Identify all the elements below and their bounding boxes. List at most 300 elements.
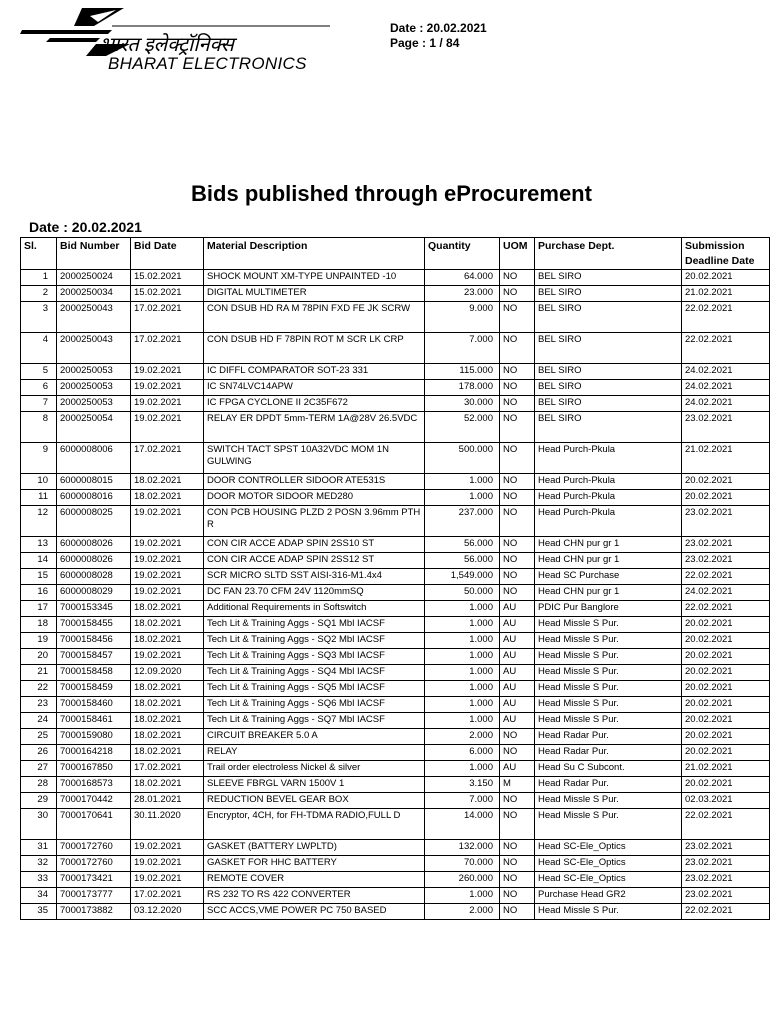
cell-bid-number: 2000250043 xyxy=(57,302,131,333)
cell-description: DOOR MOTOR SIDOOR MED280 xyxy=(204,490,425,506)
cell-bid-number: 6000008015 xyxy=(57,474,131,490)
cell-purchase-dept: BEL SIRO xyxy=(535,270,682,286)
table-row xyxy=(21,537,770,553)
cell-bid-number: 7000173777 xyxy=(57,888,131,904)
cell-bid-number: 7000164218 xyxy=(57,745,131,761)
cell-description: IC FPGA CYCLONE II 2C35F672 xyxy=(204,396,425,412)
cell-bid-number: 7000159080 xyxy=(57,729,131,745)
cell-purchase-dept: BEL SIRO xyxy=(535,333,682,364)
cell-uom: NO xyxy=(500,745,535,761)
cell-quantity: 132.000 xyxy=(425,840,500,856)
cell-purchase-dept: Head Missle S Pur. xyxy=(535,809,682,840)
cell-description: CON CIR ACCE ADAP SPIN 2SS12 ST xyxy=(204,553,425,569)
cell-purchase-dept: BEL SIRO xyxy=(535,364,682,380)
cell-description: GASKET FOR HHC BATTERY xyxy=(204,856,425,872)
cell-quantity: 14.000 xyxy=(425,809,500,840)
cell-bid-date: 19.02.2021 xyxy=(131,569,204,585)
header-meta xyxy=(390,21,487,51)
cell-uom: NO xyxy=(500,286,535,302)
cell-uom: NO xyxy=(500,569,535,585)
cell-purchase-dept: PDIC Pur Banglore xyxy=(535,601,682,617)
cell-purchase-dept: Head SC-Ele_Optics xyxy=(535,840,682,856)
table-row xyxy=(21,617,770,633)
cell-bid-number: 7000170442 xyxy=(57,793,131,809)
cell-sl: 30 xyxy=(21,809,57,840)
cell-bid-number: 2000250053 xyxy=(57,364,131,380)
cell-sl: 17 xyxy=(21,601,57,617)
cell-purchase-dept: Head Missle S Pur. xyxy=(535,633,682,649)
cell-bid-number: 7000158457 xyxy=(57,649,131,665)
cell-quantity: 64.000 xyxy=(425,270,500,286)
cell-deadline: 22.02.2021 xyxy=(682,601,770,617)
cell-uom: NO xyxy=(500,585,535,601)
cell-quantity: 500.000 xyxy=(425,443,500,474)
table-row xyxy=(21,396,770,412)
col-header: Submission Deadline Date xyxy=(682,238,770,270)
cell-quantity: 1.000 xyxy=(425,665,500,681)
cell-sl: 33 xyxy=(21,872,57,888)
cell-quantity: 237.000 xyxy=(425,506,500,537)
cell-bid-date: 18.02.2021 xyxy=(131,490,204,506)
cell-quantity: 52.000 xyxy=(425,412,500,443)
table-row xyxy=(21,745,770,761)
table-row xyxy=(21,380,770,396)
cell-description: Tech Lit & Training Aggs - SQ5 Mbl IACSF xyxy=(204,681,425,697)
cell-bid-date: 19.02.2021 xyxy=(131,537,204,553)
table-row xyxy=(21,474,770,490)
table-row xyxy=(21,649,770,665)
col-header: Purchase Dept. xyxy=(535,238,682,270)
cell-bid-number: 6000008029 xyxy=(57,585,131,601)
cell-quantity: 1.000 xyxy=(425,681,500,697)
cell-sl: 9 xyxy=(21,443,57,474)
cell-quantity: 115.000 xyxy=(425,364,500,380)
cell-sl: 35 xyxy=(21,904,57,920)
table-row xyxy=(21,601,770,617)
cell-bid-date: 28.01.2021 xyxy=(131,793,204,809)
cell-uom: AU xyxy=(500,633,535,649)
cell-purchase-dept: Head Missle S Pur. xyxy=(535,697,682,713)
table-row xyxy=(21,302,770,333)
cell-description: Tech Lit & Training Aggs - SQ4 Mbl IACSF xyxy=(204,665,425,681)
cell-sl: 22 xyxy=(21,681,57,697)
cell-purchase-dept: Head Missle S Pur. xyxy=(535,904,682,920)
cell-description: IC SN74LVC14APW xyxy=(204,380,425,396)
cell-quantity: 260.000 xyxy=(425,872,500,888)
cell-deadline: 20.02.2021 xyxy=(682,649,770,665)
cell-bid-number: 7000172760 xyxy=(57,856,131,872)
cell-uom: NO xyxy=(500,553,535,569)
cell-deadline: 22.02.2021 xyxy=(682,569,770,585)
cell-deadline: 24.02.2021 xyxy=(682,585,770,601)
cell-purchase-dept: Head Purch-Pkula xyxy=(535,490,682,506)
cell-deadline: 20.02.2021 xyxy=(682,713,770,729)
cell-bid-date: 18.02.2021 xyxy=(131,745,204,761)
cell-deadline: 22.02.2021 xyxy=(682,302,770,333)
col-header: Material Description xyxy=(204,238,425,270)
cell-bid-number: 2000250053 xyxy=(57,396,131,412)
cell-deadline: 20.02.2021 xyxy=(682,633,770,649)
cell-quantity: 9.000 xyxy=(425,302,500,333)
cell-sl: 13 xyxy=(21,537,57,553)
cell-sl: 26 xyxy=(21,745,57,761)
cell-quantity: 56.000 xyxy=(425,553,500,569)
cell-purchase-dept: Head Radar Pur. xyxy=(535,777,682,793)
cell-description: SCC ACCS,VME POWER PC 750 BASED xyxy=(204,904,425,920)
col-header: UOM xyxy=(500,238,535,270)
cell-purchase-dept: BEL SIRO xyxy=(535,412,682,443)
cell-uom: NO xyxy=(500,333,535,364)
cell-bid-date: 30.11.2020 xyxy=(131,809,204,840)
cell-sl: 27 xyxy=(21,761,57,777)
cell-quantity: 1.000 xyxy=(425,649,500,665)
cell-description: SLEEVE FBRGL VARN 1500V 1 xyxy=(204,777,425,793)
table-row xyxy=(21,665,770,681)
cell-uom: AU xyxy=(500,761,535,777)
table-row xyxy=(21,697,770,713)
cell-sl: 1 xyxy=(21,270,57,286)
company-logo xyxy=(20,4,340,74)
cell-quantity: 56.000 xyxy=(425,537,500,553)
cell-deadline: 23.02.2021 xyxy=(682,537,770,553)
table-row xyxy=(21,888,770,904)
cell-description: CON DSUB HD RA M 78PIN FXD FE JK SCRW xyxy=(204,302,425,333)
cell-deadline: 23.02.2021 xyxy=(682,506,770,537)
cell-description: DC FAN 23.70 CFM 24V 1120mmSQ xyxy=(204,585,425,601)
cell-deadline: 23.02.2021 xyxy=(682,412,770,443)
table-row xyxy=(21,856,770,872)
cell-bid-number: 7000158456 xyxy=(57,633,131,649)
cell-purchase-dept: BEL SIRO xyxy=(535,302,682,333)
cell-purchase-dept: Head CHN pur gr 1 xyxy=(535,553,682,569)
cell-quantity: 1.000 xyxy=(425,617,500,633)
cell-deadline: 21.02.2021 xyxy=(682,761,770,777)
cell-deadline: 21.02.2021 xyxy=(682,286,770,302)
cell-description: SWITCH TACT SPST 10A32VDC MOM 1N GULWING xyxy=(204,443,425,474)
cell-bid-date: 17.02.2021 xyxy=(131,302,204,333)
cell-uom: NO xyxy=(500,872,535,888)
cell-quantity: 6.000 xyxy=(425,745,500,761)
cell-quantity: 178.000 xyxy=(425,380,500,396)
cell-sl: 3 xyxy=(21,302,57,333)
cell-purchase-dept: Head Su C Subcont. xyxy=(535,761,682,777)
cell-quantity: 1.000 xyxy=(425,888,500,904)
cell-uom: NO xyxy=(500,793,535,809)
cell-uom: M xyxy=(500,777,535,793)
cell-sl: 23 xyxy=(21,697,57,713)
table-row xyxy=(21,364,770,380)
cell-sl: 10 xyxy=(21,474,57,490)
table-row xyxy=(21,713,770,729)
cell-bid-number: 7000167850 xyxy=(57,761,131,777)
cell-bid-date: 03.12.2020 xyxy=(131,904,204,920)
cell-bid-number: 6000008026 xyxy=(57,537,131,553)
cell-bid-date: 19.02.2021 xyxy=(131,856,204,872)
cell-description: SHOCK MOUNT XM-TYPE UNPAINTED -10 xyxy=(204,270,425,286)
cell-quantity: 1.000 xyxy=(425,713,500,729)
cell-deadline: 20.02.2021 xyxy=(682,745,770,761)
cell-deadline: 23.02.2021 xyxy=(682,872,770,888)
cell-deadline: 22.02.2021 xyxy=(682,809,770,840)
cell-sl: 31 xyxy=(21,840,57,856)
cell-deadline: 22.02.2021 xyxy=(682,904,770,920)
cell-purchase-dept: Head Missle S Pur. xyxy=(535,617,682,633)
cell-deadline: 20.02.2021 xyxy=(682,490,770,506)
cell-quantity: 2.000 xyxy=(425,904,500,920)
cell-bid-date: 19.02.2021 xyxy=(131,649,204,665)
cell-uom: NO xyxy=(500,380,535,396)
cell-sl: 15 xyxy=(21,569,57,585)
cell-purchase-dept: Head Missle S Pur. xyxy=(535,681,682,697)
cell-description: SCR MICRO SLTD SST AISI-316-M1.4x4 xyxy=(204,569,425,585)
cell-description: REMOTE COVER xyxy=(204,872,425,888)
cell-quantity: 3.150 xyxy=(425,777,500,793)
cell-purchase-dept: Head SC-Ele_Optics xyxy=(535,856,682,872)
table-row xyxy=(21,809,770,840)
cell-deadline: 20.02.2021 xyxy=(682,665,770,681)
cell-deadline: 20.02.2021 xyxy=(682,681,770,697)
cell-description: REDUCTION BEVEL GEAR BOX xyxy=(204,793,425,809)
cell-deadline: 24.02.2021 xyxy=(682,364,770,380)
cell-sl: 19 xyxy=(21,633,57,649)
cell-quantity: 2.000 xyxy=(425,729,500,745)
cell-sl: 6 xyxy=(21,380,57,396)
cell-quantity: 1.000 xyxy=(425,490,500,506)
cell-description: DOOR CONTROLLER SIDOOR ATE531S xyxy=(204,474,425,490)
cell-purchase-dept: Head Missle S Pur. xyxy=(535,713,682,729)
cell-sl: 28 xyxy=(21,777,57,793)
cell-quantity: 1.000 xyxy=(425,633,500,649)
cell-sl: 20 xyxy=(21,649,57,665)
cell-bid-date: 19.02.2021 xyxy=(131,585,204,601)
cell-purchase-dept: Head SC Purchase xyxy=(535,569,682,585)
cell-bid-date: 19.02.2021 xyxy=(131,553,204,569)
cell-deadline: 20.02.2021 xyxy=(682,270,770,286)
cell-uom: NO xyxy=(500,474,535,490)
table-row xyxy=(21,412,770,443)
cell-deadline: 20.02.2021 xyxy=(682,474,770,490)
cell-bid-date: 19.02.2021 xyxy=(131,380,204,396)
cell-bid-date: 18.02.2021 xyxy=(131,777,204,793)
cell-description: CON DSUB HD F 78PIN ROT M SCR LK CRP xyxy=(204,333,425,364)
table-row xyxy=(21,840,770,856)
cell-description: Tech Lit & Training Aggs - SQ6 Mbl IACSF xyxy=(204,697,425,713)
report-date: Date : 20.02.2021 xyxy=(29,219,142,235)
cell-bid-date: 15.02.2021 xyxy=(131,286,204,302)
cell-bid-number: 7000173882 xyxy=(57,904,131,920)
cell-sl: 24 xyxy=(21,713,57,729)
cell-description: Encryptor, 4CH, for FH-TDMA RADIO,FULL D xyxy=(204,809,425,840)
cell-purchase-dept: Head Radar Pur. xyxy=(535,729,682,745)
cell-description: Additional Requirements in Softswitch xyxy=(204,601,425,617)
cell-quantity: 1.000 xyxy=(425,697,500,713)
cell-bid-number: 2000250043 xyxy=(57,333,131,364)
cell-description: Tech Lit & Training Aggs - SQ2 Mbl IACSF xyxy=(204,633,425,649)
table-row xyxy=(21,761,770,777)
cell-bid-number: 6000008025 xyxy=(57,506,131,537)
cell-bid-date: 18.02.2021 xyxy=(131,474,204,490)
cell-purchase-dept: Head Radar Pur. xyxy=(535,745,682,761)
cell-uom: NO xyxy=(500,904,535,920)
bids-table xyxy=(20,237,770,920)
cell-bid-number: 6000008016 xyxy=(57,490,131,506)
cell-quantity: 1,549.000 xyxy=(425,569,500,585)
cell-bid-number: 7000173421 xyxy=(57,872,131,888)
cell-bid-number: 7000168573 xyxy=(57,777,131,793)
cell-bid-date: 19.02.2021 xyxy=(131,364,204,380)
cell-bid-number: 7000153345 xyxy=(57,601,131,617)
cell-uom: AU xyxy=(500,617,535,633)
cell-bid-date: 17.02.2021 xyxy=(131,761,204,777)
cell-uom: AU xyxy=(500,649,535,665)
cell-quantity: 30.000 xyxy=(425,396,500,412)
cell-bid-date: 19.02.2021 xyxy=(131,396,204,412)
cell-quantity: 1.000 xyxy=(425,601,500,617)
cell-uom: AU xyxy=(500,665,535,681)
cell-uom: NO xyxy=(500,490,535,506)
table-row xyxy=(21,729,770,745)
table-row xyxy=(21,793,770,809)
cell-sl: 29 xyxy=(21,793,57,809)
cell-bid-number: 7000158455 xyxy=(57,617,131,633)
cell-uom: NO xyxy=(500,302,535,333)
cell-uom: NO xyxy=(500,537,535,553)
cell-deadline: 24.02.2021 xyxy=(682,380,770,396)
cell-sl: 12 xyxy=(21,506,57,537)
table-header-row xyxy=(21,238,770,270)
table-row xyxy=(21,777,770,793)
cell-purchase-dept: Head CHN pur gr 1 xyxy=(535,585,682,601)
cell-bid-number: 7000158460 xyxy=(57,697,131,713)
cell-bid-number: 2000250024 xyxy=(57,270,131,286)
cell-deadline: 24.02.2021 xyxy=(682,396,770,412)
cell-bid-number: 7000158461 xyxy=(57,713,131,729)
cell-purchase-dept: Head Missle S Pur. xyxy=(535,665,682,681)
cell-quantity: 7.000 xyxy=(425,793,500,809)
cell-sl: 18 xyxy=(21,617,57,633)
cell-description: DIGITAL MULTIMETER xyxy=(204,286,425,302)
cell-bid-date: 18.02.2021 xyxy=(131,681,204,697)
cell-sl: 11 xyxy=(21,490,57,506)
col-header: Quantity xyxy=(425,238,500,270)
cell-description: CON PCB HOUSING PLZD 2 POSN 3.96mm PTH R xyxy=(204,506,425,537)
cell-description: IC DIFFL COMPARATOR SOT-23 331 xyxy=(204,364,425,380)
header-date: Date : 20.02.2021 xyxy=(390,21,487,35)
cell-sl: 4 xyxy=(21,333,57,364)
cell-bid-date: 17.02.2021 xyxy=(131,888,204,904)
cell-purchase-dept: Head SC-Ele_Optics xyxy=(535,872,682,888)
table-row xyxy=(21,443,770,474)
cell-purchase-dept: BEL SIRO xyxy=(535,380,682,396)
cell-deadline: 20.02.2021 xyxy=(682,697,770,713)
cell-uom: NO xyxy=(500,412,535,443)
cell-description: Trail order electroless Nickel & silver xyxy=(204,761,425,777)
logo-english-text: BHARAT ELECTRONICS xyxy=(108,54,307,73)
cell-purchase-dept: Head Missle S Pur. xyxy=(535,793,682,809)
cell-sl: 25 xyxy=(21,729,57,745)
cell-bid-date: 17.02.2021 xyxy=(131,443,204,474)
cell-sl: 34 xyxy=(21,888,57,904)
cell-bid-date: 19.02.2021 xyxy=(131,412,204,443)
table-row xyxy=(21,585,770,601)
cell-uom: AU xyxy=(500,681,535,697)
cell-deadline: 22.02.2021 xyxy=(682,333,770,364)
cell-bid-date: 18.02.2021 xyxy=(131,601,204,617)
col-header: Sl. xyxy=(21,238,57,270)
cell-purchase-dept: BEL SIRO xyxy=(535,396,682,412)
cell-bid-date: 19.02.2021 xyxy=(131,840,204,856)
cell-bid-number: 2000250054 xyxy=(57,412,131,443)
cell-description: RELAY xyxy=(204,745,425,761)
cell-sl: 7 xyxy=(21,396,57,412)
cell-bid-number: 6000008026 xyxy=(57,553,131,569)
cell-sl: 21 xyxy=(21,665,57,681)
cell-quantity: 50.000 xyxy=(425,585,500,601)
cell-bid-number: 7000172760 xyxy=(57,840,131,856)
cell-bid-date: 18.02.2021 xyxy=(131,617,204,633)
table-row xyxy=(21,286,770,302)
cell-bid-date: 18.02.2021 xyxy=(131,713,204,729)
cell-purchase-dept: Head Purch-Pkula xyxy=(535,506,682,537)
cell-bid-date: 18.02.2021 xyxy=(131,697,204,713)
table-row xyxy=(21,569,770,585)
cell-purchase-dept: BEL SIRO xyxy=(535,286,682,302)
cell-bid-date: 12.09.2020 xyxy=(131,665,204,681)
cell-quantity: 1.000 xyxy=(425,474,500,490)
cell-bid-number: 7000158458 xyxy=(57,665,131,681)
cell-quantity: 7.000 xyxy=(425,333,500,364)
cell-deadline: 20.02.2021 xyxy=(682,729,770,745)
table-row xyxy=(21,553,770,569)
cell-uom: AU xyxy=(500,697,535,713)
cell-sl: 8 xyxy=(21,412,57,443)
cell-uom: NO xyxy=(500,506,535,537)
cell-uom: NO xyxy=(500,270,535,286)
cell-uom: NO xyxy=(500,888,535,904)
cell-sl: 2 xyxy=(21,286,57,302)
cell-bid-number: 7000158459 xyxy=(57,681,131,697)
cell-quantity: 1.000 xyxy=(425,761,500,777)
cell-bid-number: 2000250053 xyxy=(57,380,131,396)
cell-purchase-dept: Head CHN pur gr 1 xyxy=(535,537,682,553)
cell-description: CON CIR ACCE ADAP SPIN 2SS10 ST xyxy=(204,537,425,553)
cell-deadline: 20.02.2021 xyxy=(682,777,770,793)
cell-bid-number: 7000170641 xyxy=(57,809,131,840)
cell-deadline: 21.02.2021 xyxy=(682,443,770,474)
table-row xyxy=(21,506,770,537)
cell-description: Tech Lit & Training Aggs - SQ1 Mbl IACSF xyxy=(204,617,425,633)
cell-purchase-dept: Head Missle S Pur. xyxy=(535,649,682,665)
cell-description: RS 232 TO RS 422 CONVERTER xyxy=(204,888,425,904)
cell-purchase-dept: Head Purch-Pkula xyxy=(535,443,682,474)
cell-bid-date: 19.02.2021 xyxy=(131,872,204,888)
table-row xyxy=(21,681,770,697)
cell-quantity: 23.000 xyxy=(425,286,500,302)
cell-uom: NO xyxy=(500,809,535,840)
logo-hindi-text: भारत इलेक्ट्रॉनिक्स xyxy=(100,34,234,56)
cell-description: GASKET (BATTERY LWPLTD) xyxy=(204,840,425,856)
col-header: Bid Date xyxy=(131,238,204,270)
page-title: Bids published through eProcurement xyxy=(191,181,592,206)
cell-uom: NO xyxy=(500,729,535,745)
col-header: Bid Number xyxy=(57,238,131,270)
cell-bid-number: 6000008028 xyxy=(57,569,131,585)
cell-purchase-dept: Purchase Head GR2 xyxy=(535,888,682,904)
cell-uom: AU xyxy=(500,601,535,617)
cell-deadline: 23.02.2021 xyxy=(682,840,770,856)
cell-bid-date: 19.02.2021 xyxy=(131,506,204,537)
table-row xyxy=(21,270,770,286)
